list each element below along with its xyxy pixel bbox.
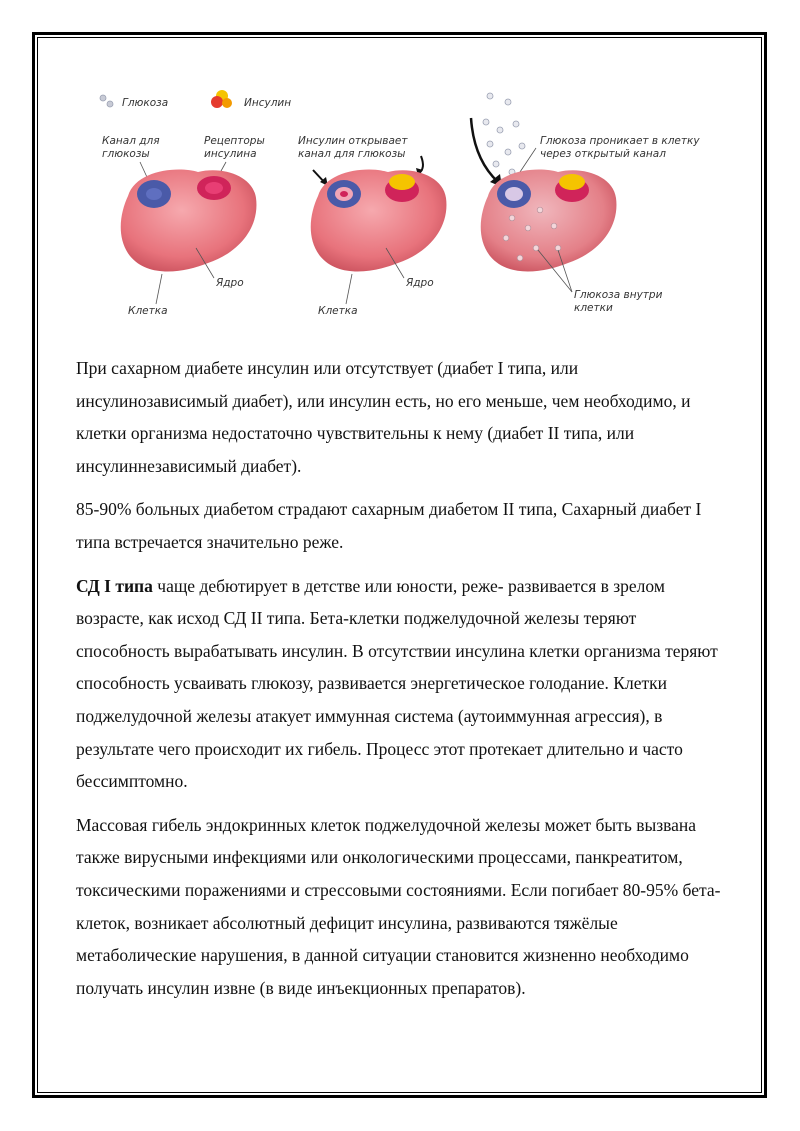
paragraph-2: 85-90% больных диабетом страдают сахарным диабетом II типа, Сахарный диабет I типа встречается значительно реже.: [76, 499, 702, 552]
label-glucose-enters-l1: Глюкоза проникает в клетку: [540, 135, 700, 147]
label-receptors-l1: Рецепторы: [204, 135, 265, 147]
cell-body-3: [481, 170, 617, 272]
legend-glucose-label: Глюкоза: [122, 97, 169, 109]
label-channel-l1: Канал для: [102, 135, 160, 147]
insulin-glucose-illustration: [88, 78, 728, 328]
label-glucose-inside-l2: клетки: [574, 302, 613, 314]
label-receptors-l2: инсулина: [204, 148, 257, 160]
paragraph-3: [76, 570, 728, 798]
label-cell-1: Клетка: [128, 305, 168, 317]
label-nucleus-2: Ядро: [406, 277, 434, 289]
paragraph-3-bold-term: СД I типа: [76, 575, 153, 596]
cell-body-1: [121, 170, 257, 272]
legend-insulin: [211, 90, 291, 109]
bound-insulin-3: [559, 174, 585, 190]
cell-body-2: [311, 170, 447, 272]
label-nucleus-1: Ядро: [216, 277, 244, 289]
legend-insulin-label: Инсулин: [244, 97, 292, 109]
paragraph-3-text: чаще дебютирует в детстве или юности, реже- развивается в зрелом возрасте, как исход СД II типа. Бета-клетки поджелудочной железы теряют способность вырабатывать инсулин. В отсутствии инсулина клетки организма теряют способность усваивать глюкозу, развивается энергетическое голодание. Клетки поджелудочной железы атакует иммунная система (аутоиммунная агрессия), в результате чего происходит их гибель. Процесс этот протекает длительно и часто бессимптомно.: [76, 575, 718, 792]
cell-panel-3: [471, 93, 700, 314]
label-cell-2: Клетка: [318, 305, 358, 317]
label-channel-l2: глюкозы: [102, 148, 150, 160]
cell-panel-2: [298, 135, 446, 317]
label-insulin-opens-l1: Инсулин открывает: [298, 135, 408, 147]
paragraph-1: При сахарном диабете инсулин или отсутствует (диабет I типа, или инсулинозависимый диабет), или инсулин есть, но его меньше, чем необходимо, и клетки организма недостаточно чувствительны к нему (диабет II типа, или инсулиннезависимый диабет).: [76, 358, 691, 476]
legend-glucose: [100, 95, 168, 109]
label-glucose-enters-l2: через открытый канал: [540, 148, 666, 160]
label-insulin-opens-l2: канал для глюкозы: [298, 148, 406, 160]
document-body: [76, 352, 728, 1015]
paragraph-4: Массовая гибель эндокринных клеток поджелудочной железы может быть вызвана также вирусными инфекциями или онкологическими процессами, панкреатитом, токсическими поражениями и стрессовыми состояниями. Если погибает 80-95% бета-клеток, возникает абсолютный дефицит инсулина, развиваются тяжёлые метаболические нарушения, в данной ситуации становится жизненно необходимо получать инсулин извне (в виде инъекционных препаратов).: [76, 814, 721, 998]
bound-insulin-2: [389, 174, 415, 190]
cell-panel-1: [102, 135, 265, 317]
label-glucose-inside-l1: Глюкоза внутри: [574, 289, 663, 301]
